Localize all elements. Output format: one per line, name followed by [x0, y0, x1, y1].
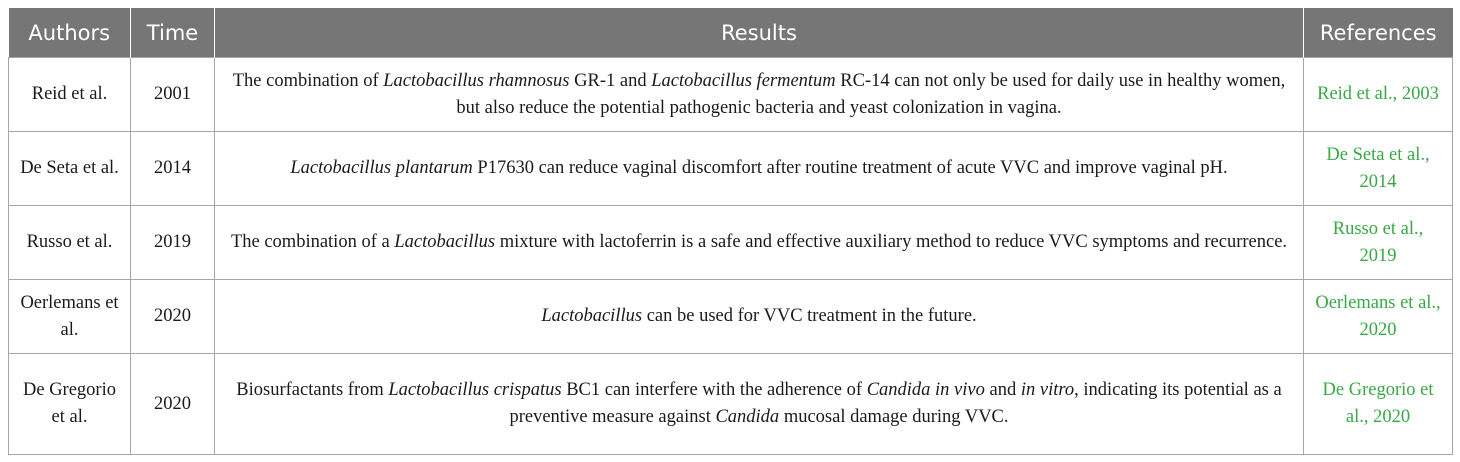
time-cell: 2001 — [131, 58, 215, 132]
authors-cell: Reid et al. — [9, 58, 131, 132]
results-cell — [215, 206, 1304, 280]
authors-cell: Oerlemans et al. — [9, 280, 131, 354]
results-text: GR-1 and — [569, 70, 652, 91]
header-authors: Authors — [9, 8, 131, 58]
results-text: The combination of a — [230, 232, 395, 252]
table-row — [9, 132, 1453, 206]
results-cell — [215, 58, 1304, 132]
table-row — [9, 280, 1453, 354]
reference-link[interactable]: De Seta et al., 2014 — [1304, 132, 1453, 206]
authors-cell: De Gregorio et al. — [9, 354, 131, 455]
results-italic-text: Lactobacillus crispatus — [388, 380, 562, 400]
results-italic-text: Candida — [715, 407, 780, 427]
results-text: mixture with lactoferrin is a safe and effective auxiliary method to reduce VVC symptoms and recurrence. — [495, 232, 1288, 252]
results-text: P17630 can reduce vaginal discomfort after routine treatment of acute VVC and improve vaginal pH. — [472, 158, 1228, 178]
results-text: BC1 can interfere with the adherence of — [561, 380, 867, 400]
results-text: can be used for VVC treatment in the future. — [642, 306, 977, 326]
table-container — [8, 8, 1452, 455]
results-text: The combination of — [232, 70, 384, 91]
table-row — [9, 58, 1453, 132]
authors-cell: Russo et al. — [9, 206, 131, 280]
results-italic-text: Lactobacillus rhamnosus — [383, 70, 570, 91]
results-text: Biosurfactants from — [236, 380, 389, 400]
results-italic-text: Lactobacillus — [541, 306, 643, 326]
results-italic-text: Lactobacillus — [394, 232, 496, 252]
results-italic-text: in vitro — [1020, 380, 1075, 400]
header-results: Results — [215, 8, 1304, 58]
results-text: and — [984, 380, 1021, 400]
header-row — [9, 8, 1453, 58]
header-references: References — [1304, 8, 1453, 58]
table-row — [9, 206, 1453, 280]
results-italic-text: Lactobacillus fermentum — [651, 70, 836, 91]
header-time: Time — [131, 8, 215, 58]
time-cell: 2019 — [131, 206, 215, 280]
results-italic-text: Lactobacillus plantarum — [290, 158, 473, 178]
results-text: RC-14 can not only be used for daily use in healthy women, but also reduce the potential pathogenic bacteria and yeast colonization in vagina. — [456, 70, 1286, 118]
results-italic-text: Candida in vivo — [866, 380, 985, 400]
results-cell — [215, 354, 1304, 455]
reference-link[interactable]: Oerlemans et al., 2020 — [1304, 280, 1453, 354]
studies-table — [8, 8, 1453, 455]
results-cell — [215, 132, 1304, 206]
reference-link[interactable]: Russo et al., 2019 — [1304, 206, 1453, 280]
authors-cell: De Seta et al. — [9, 132, 131, 206]
time-cell: 2020 — [131, 354, 215, 455]
results-text: , indicating its potential as a preventive measure against — [509, 380, 1282, 427]
table-row — [9, 354, 1453, 455]
results-text: mucosal damage during VVC. — [779, 407, 1009, 427]
reference-link[interactable]: De Gregorio et al., 2020 — [1304, 354, 1453, 455]
time-cell: 2014 — [131, 132, 215, 206]
reference-link[interactable]: Reid et al., 2003 — [1304, 58, 1453, 132]
results-cell — [215, 280, 1304, 354]
time-cell: 2020 — [131, 280, 215, 354]
